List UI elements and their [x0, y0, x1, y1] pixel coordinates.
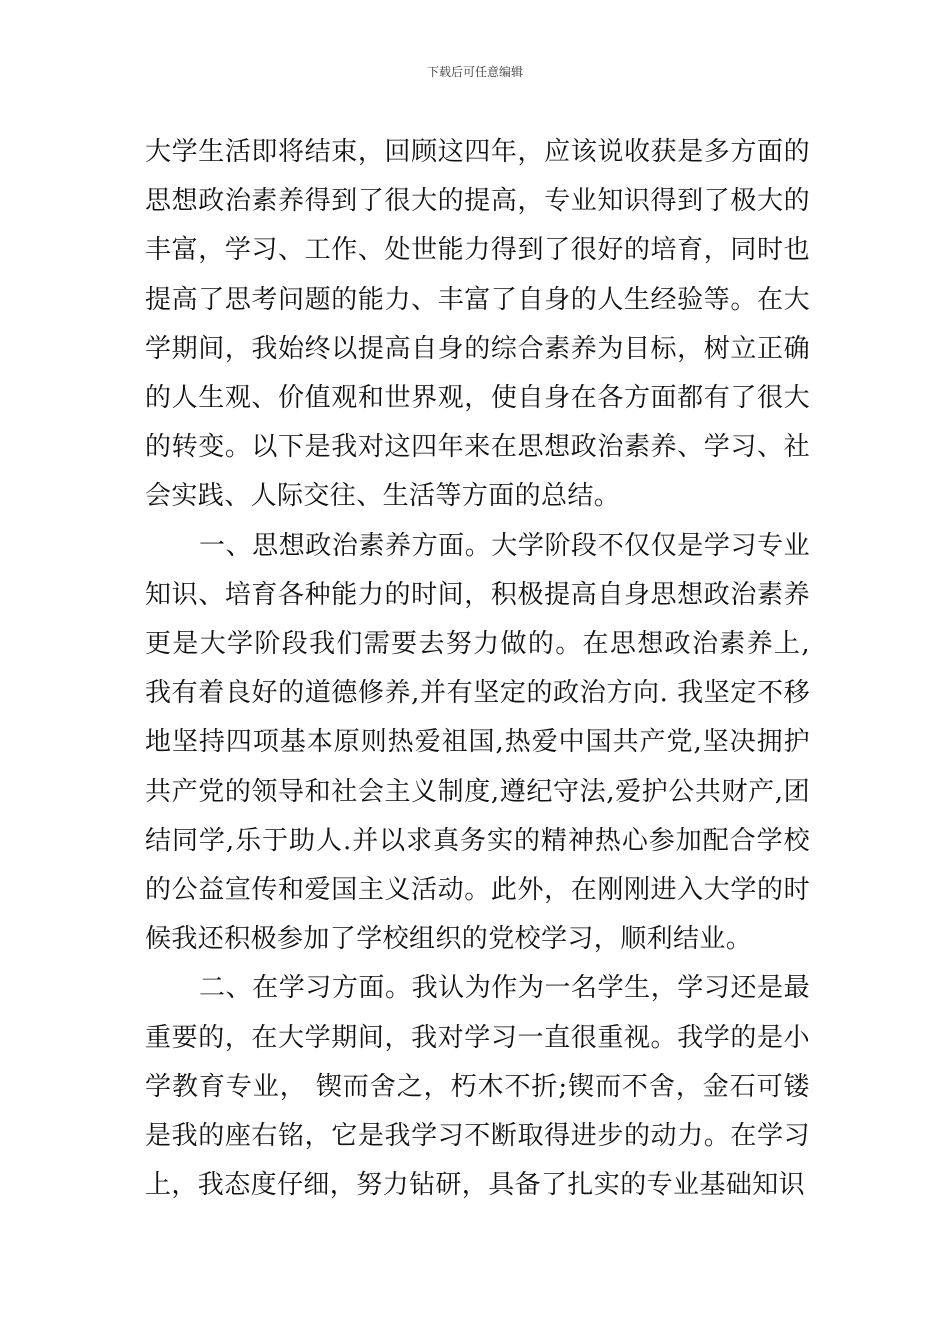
- page-header: 下载后可任意编辑: [426, 65, 523, 79]
- paragraph-intro: 大学生活即将结束，回顾这四年，应该说收获是多方面的思想政治素养得到了很大的提高，专业知识得到了极大的丰富，学习、工作、处世能力得到了很好的培育，同时也提高了思考问题的能力、丰富了自身的人生经验等。在大学期间，我始终以提高自身的综合素养为目标，树立正确的人生观、价值观和世界观，使自身在各方面都有了很大的转变。以下是我对这四年来在思想政治素养、学习、社会实践、人际交往、生活等方面的总结。: [145, 137, 810, 512]
- paragraph-study: 二、在学习方面。我认为作为一名学生，学习还是最重要的，在大学期间，我对学习一直很重视。我学的是小学教育专业， 锲而舍之，朽木不折;锲而不舍，金石可镂是我的座右铭，它是我学习不断取得进步的动力。在学习上，我态度仔细，努力钻研，具备了扎实的专业基础知识: [145, 973, 810, 1201]
- document-body: [145, 128, 810, 1210]
- paragraph-political-literacy: 一、思想政治素养方面。大学阶段不仅仅是学习专业知识、培育各种能力的时间，积极提高自身思想政治素养更是大学阶段我们需要去努力做的。在思想政治素养上,我有着良好的道德修养,并有坚定的政治方向. 我坚定不移地坚持四项基本原则热爱祖国,热爱中国共产党,坚决拥护共产党的领导和社会主义制度,遵纪守法,爱护公共财产,团结同学,乐于助人.并以求真务实的精神热心参加配合学校的公益宣传和爱国主义活动。此外，在刚刚进入大学的时候我还积极参加了学校组织的党校学习，顺利结业。: [145, 530, 810, 955]
